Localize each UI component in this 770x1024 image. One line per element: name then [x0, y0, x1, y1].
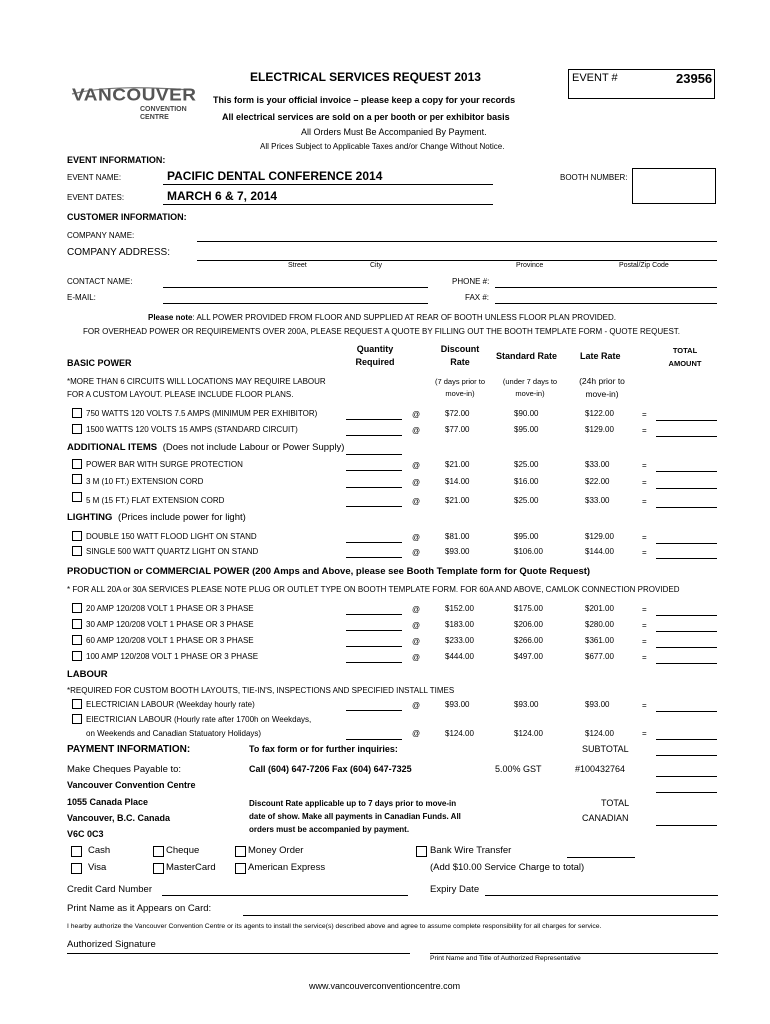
discount-note1: Discount Rate applicable up to 7 days prior to move-in — [249, 799, 457, 808]
phone-field[interactable] — [495, 287, 717, 288]
visa-checkbox[interactable] — [71, 863, 82, 874]
header-line2: All electrical services are sold on a per booth or per exhibitor basis — [222, 112, 510, 122]
fax-heading: To fax form or for further inquiries: — [249, 744, 398, 754]
booth-number-label: BOOTH NUMBER: — [560, 173, 628, 182]
extension-3m-total-field[interactable] — [656, 488, 717, 489]
company-name-label: COMPANY NAME: — [67, 231, 135, 240]
disc-sub-1: (7 days prior to — [434, 377, 486, 386]
cc-number-field[interactable] — [162, 895, 408, 896]
additional-heading-line — [67, 442, 344, 453]
labour-weekday-late-rate: $93.00 — [585, 700, 610, 709]
extension-5m-qty-field[interactable] — [346, 506, 402, 507]
company-name-field[interactable] — [197, 241, 717, 242]
website-link[interactable]: www.vancouverconventioncentre.com — [309, 981, 461, 991]
power-60a-late-rate: $361.00 — [585, 636, 614, 645]
extension-5m-equals: = — [642, 497, 647, 506]
basic-power-heading: BASIC POWER — [67, 358, 132, 368]
basic-power-1500w-late-rate: $129.00 — [585, 425, 614, 434]
basic-power-1500w-checkbox[interactable] — [72, 424, 82, 434]
power-30a-qty-field[interactable] — [346, 630, 402, 631]
labour-after-hours-eq: = — [642, 729, 647, 738]
labour-after-hours-std: $124.00 — [514, 729, 543, 738]
wire-note: (Add $10.00 Service Charge to total) — [430, 862, 585, 873]
flood-light-discount-rate: $81.00 — [445, 532, 470, 541]
col-discount-2: Rate — [450, 357, 470, 367]
labour-weekday-checkbox[interactable] — [72, 699, 82, 709]
labour-weekday-standard-rate: $93.00 — [514, 700, 539, 709]
power-bar-total-field[interactable] — [656, 471, 717, 472]
power-30a-checkbox[interactable] — [72, 619, 82, 629]
power-30a-total-field[interactable] — [656, 631, 717, 632]
power-20a-late-rate: $201.00 — [585, 604, 614, 613]
call-fax-text: Call (604) 647-7206 Fax (604) 647-7325 — [249, 764, 412, 774]
company-address-label: COMPANY ADDRESS: — [67, 247, 170, 258]
postal-label: Postal/Zip Code — [619, 262, 669, 269]
labour-weekday-at: @ — [412, 701, 421, 710]
payment-heading: PAYMENT INFORMATION: — [67, 744, 191, 755]
labour-after-hours-label1: EIECTRICIAN LABOUR (Hourly rate after 1700h on Weekdays, — [86, 715, 312, 724]
power-30a-label: 30 AMP 120/208 VOLT 1 PHASE OR 3 PHASE — [86, 620, 254, 629]
labour-after-hours-at: @ — [412, 729, 421, 738]
labour-weekday-equals: = — [642, 701, 647, 710]
power-100a-discount-rate: $444.00 — [445, 652, 474, 661]
logo — [70, 82, 197, 122]
print-title-label: Print Name and Title of Authorized Representative — [430, 955, 581, 962]
cash-checkbox[interactable] — [71, 846, 82, 857]
power-60a-total-field[interactable] — [656, 647, 717, 648]
basic-power-1500w-label: 1500 WATTS 120 VOLTS 15 AMPS (STANDARD CIRCUIT) — [86, 425, 298, 434]
fax-label: FAX #: — [465, 293, 490, 302]
col-total-1: TOTAL — [672, 346, 698, 355]
power-100a-late-rate: $677.00 — [585, 652, 614, 661]
quartz-light-total-field[interactable] — [656, 558, 717, 559]
labour-weekday-total-field[interactable] — [656, 711, 717, 712]
power-60a-equals: = — [642, 637, 647, 646]
extension-3m-label: 3 M (10 FT.) EXTENSION CORD — [86, 477, 204, 486]
flood-light-standard-rate: $95.00 — [514, 532, 539, 541]
payable-label: Make Cheques Payable to: — [67, 764, 182, 775]
gst-number: #100432764 — [575, 764, 626, 774]
contact-name-label: CONTACT NAME: — [67, 277, 133, 286]
power-60a-standard-rate: $266.00 — [514, 636, 543, 645]
bank-wire-checkbox[interactable] — [416, 846, 427, 857]
email-label: E-MAIL: — [67, 293, 96, 302]
mastercard-label: MasterCard — [166, 862, 216, 873]
booth-number-field[interactable] — [632, 168, 716, 204]
labour-weekday-qty-field[interactable] — [346, 710, 402, 711]
cc-number-label: Credit Card Number — [67, 884, 152, 895]
power-100a-qty-field[interactable] — [346, 662, 402, 663]
quartz-light-equals: = — [642, 548, 647, 557]
contact-name-field[interactable] — [163, 287, 428, 288]
mastercard-checkbox[interactable] — [153, 863, 164, 874]
signature-label: Authorized Signature — [67, 939, 156, 950]
flood-light-late-rate: $129.00 — [585, 532, 614, 541]
extension-3m-late-rate: $22.00 — [585, 477, 610, 486]
production-heading: PRODUCTION or COMMERCIAL POWER (200 Amps and Above, please see Booth Template form for Quote Request) — [67, 566, 591, 577]
extension-3m-equals: = — [642, 478, 647, 487]
basic-power-750w-standard-rate: $90.00 — [514, 409, 539, 418]
std-sub-1: (under 7 days to — [502, 377, 558, 386]
power-bar-at: @ — [412, 461, 421, 470]
power-30a-late-rate: $280.00 — [585, 620, 614, 629]
payee-line3: Vancouver, B.C. Canada — [67, 813, 171, 823]
power-bar-late-rate: $33.00 — [585, 460, 610, 469]
late-sub — [570, 375, 634, 401]
late-sub-2: move-in) — [585, 389, 619, 399]
disc-sub — [428, 376, 492, 400]
event-number-value: 23956 — [676, 71, 713, 86]
col-late: Late Rate — [580, 351, 621, 361]
gst-label: 5.00% GST — [495, 764, 542, 774]
logo-brand: VANCOUVER — [72, 86, 197, 105]
payee-line1: Vancouver Convention Centre — [67, 780, 196, 790]
late-sub-1: (24h prior to — [579, 376, 625, 386]
power-bar-label: POWER BAR WITH SURGE PROTECTION — [86, 460, 243, 469]
event-name-value[interactable]: PACIFIC DENTAL CONFERENCE 2014 — [167, 169, 383, 183]
extension-5m-late-rate: $33.00 — [585, 496, 610, 505]
flood-light-checkbox[interactable] — [72, 531, 82, 541]
basic-power-1500w-discount-rate: $77.00 — [445, 425, 470, 434]
labour-heading: LABOUR — [67, 669, 108, 680]
representative-field[interactable] — [430, 953, 718, 954]
event-name-label: EVENT NAME: — [67, 173, 122, 182]
col-total — [660, 344, 710, 370]
bank-wire-label: Bank Wire Transfer — [430, 845, 512, 856]
extension-3m-discount-rate: $14.00 — [445, 477, 470, 486]
quartz-light-at: @ — [412, 548, 421, 557]
province-label: Province — [516, 262, 544, 269]
labour-weekday-label: ELECTRICIAN LABOUR (Weekday hourly rate) — [86, 700, 255, 709]
basic-power-1500w-standard-rate: $95.00 — [514, 425, 539, 434]
col-quantity-2: Required — [355, 357, 395, 367]
header-line1: This form is your official invoice – please keep a copy for your records — [213, 95, 516, 105]
power-100a-at: @ — [412, 653, 421, 662]
power-60a-label: 60 AMP 120/208 VOLT 1 PHASE OR 3 PHASE — [86, 636, 254, 645]
payee-line2: 1055 Canada Place — [67, 797, 149, 807]
col-standard: Standard Rate — [496, 351, 558, 361]
std-sub — [498, 376, 562, 400]
power-bar-equals: = — [642, 461, 647, 470]
additional-heading: ADDITIONAL ITEMS — [67, 442, 158, 453]
basic-power-1500w-at: @ — [412, 426, 421, 435]
cheque-checkbox[interactable] — [153, 846, 164, 857]
event-dates-value[interactable]: MARCH 6 & 7, 2014 — [167, 189, 278, 203]
power-20a-checkbox[interactable] — [72, 603, 82, 613]
extension-5m-discount-rate: $21.00 — [445, 496, 470, 505]
subtotal-label: SUBTOTAL — [582, 744, 629, 754]
col-total-2: AMOUNT — [668, 359, 702, 368]
discount-note3: orders must be accompanied by payment. — [249, 825, 410, 834]
power-100a-equals: = — [642, 653, 647, 662]
extension-3m-qty-field[interactable] — [346, 487, 402, 488]
power-20a-at: @ — [412, 605, 421, 614]
lighting-sub: (Prices include power for light) — [118, 512, 246, 523]
quartz-light-late-rate: $144.00 — [585, 547, 614, 556]
logo-sub1: CONVENTION — [140, 106, 187, 113]
quartz-light-label: SINGLE 500 WATT QUARTZ LIGHT ON STAND — [86, 547, 259, 556]
event-dates-label: EVENT DATES: — [67, 193, 125, 202]
city-label: City — [370, 262, 383, 269]
email-field[interactable] — [163, 303, 428, 304]
basic-power-1500w-equals: = — [642, 426, 647, 435]
note-text: : ALL POWER PROVIDED FROM FLOOR AND SUPPLIED AT REAR OF BOOTH UNLESS FLOOR PLAN PROVIDED. — [192, 313, 616, 322]
note-line1 — [148, 313, 616, 322]
signature-field[interactable] — [67, 953, 410, 954]
labour-after-hours-checkbox[interactable] — [72, 714, 82, 724]
basic-power-1500w-total-field[interactable] — [656, 436, 717, 437]
header-line4: All Prices Subject to Applicable Taxes and/or Change Without Notice. — [260, 142, 505, 151]
basic-power-750w-late-rate: $122.00 — [585, 409, 614, 418]
authorize-text: I hearby authorize the Vancouver Convention Centre or its agents to install the service(s) described above and agree to assume complete responsibility for all charges for service. — [67, 923, 602, 930]
power-60a-discount-rate: $233.00 — [445, 636, 474, 645]
power-30a-equals: = — [642, 621, 647, 630]
cash-label: Cash — [88, 845, 111, 856]
power-20a-standard-rate: $175.00 — [514, 604, 543, 613]
print-name-label: Print Name as it Appears on Card: — [67, 903, 212, 914]
cheque-label: Cheque — [166, 845, 200, 856]
extension-5m-label: 5 M (15 FT.) FLAT EXTENSION CORD — [86, 496, 225, 505]
discount-note2: date of show. Make all payments in Canadian Funds. All — [249, 812, 461, 821]
basic-power-750w-at: @ — [412, 410, 421, 419]
amex-checkbox[interactable] — [235, 863, 246, 874]
labour-after-hours-total[interactable] — [656, 739, 717, 740]
basic-power-750w-label: 750 WATTS 120 VOLTS 7.5 AMPS (MINIMUM PER EXHIBITOR) — [86, 409, 318, 418]
power-100a-total-field[interactable] — [656, 663, 717, 664]
power-bar-checkbox[interactable] — [72, 459, 82, 469]
gst-field[interactable] — [656, 776, 717, 777]
quartz-light-discount-rate: $93.00 — [445, 547, 470, 556]
power-30a-discount-rate: $183.00 — [445, 620, 474, 629]
extension-5m-checkbox[interactable] — [72, 492, 82, 502]
total-field[interactable] — [656, 825, 717, 826]
quartz-light-checkbox[interactable] — [72, 546, 82, 556]
power-100a-checkbox[interactable] — [72, 651, 82, 661]
subtotal-field[interactable] — [656, 755, 717, 756]
extension-5m-at: @ — [412, 497, 421, 506]
money-order-label: Money Order — [248, 845, 304, 856]
extension-5m-total-field[interactable] — [656, 507, 717, 508]
lighting-heading: LIGHTING — [67, 512, 113, 523]
disc-sub-2: move-in) — [445, 389, 475, 398]
power-100a-standard-rate: $497.00 — [514, 652, 543, 661]
note-label: Please note — [148, 313, 193, 322]
col-discount-1: Discount — [440, 344, 480, 354]
extension-3m-checkbox[interactable] — [72, 474, 82, 484]
total-label2: CANADIAN — [582, 813, 629, 823]
quartz-light-qty-field[interactable] — [346, 557, 402, 558]
lighting-heading-line — [67, 512, 246, 523]
power-60a-at: @ — [412, 637, 421, 646]
power-bar-standard-rate: $25.00 — [514, 460, 539, 469]
col-quantity-1: Quantity — [356, 344, 394, 354]
phone-label: PHONE #: — [452, 277, 490, 286]
extension-3m-at: @ — [412, 478, 421, 487]
extension-5m-standard-rate: $25.00 — [514, 496, 539, 505]
labour-weekday-discount-rate: $93.00 — [445, 700, 470, 709]
power-30a-at: @ — [412, 621, 421, 630]
total-label1: TOTAL — [601, 798, 630, 808]
logo-sub2: CENTRE — [140, 114, 169, 121]
basic-power-note2: FOR A CUSTOM LAYOUT. PLEASE INCLUDE FLOOR PLANS. — [67, 390, 294, 399]
basic-power-750w-checkbox[interactable] — [72, 408, 82, 418]
flood-light-label: DOUBLE 150 WATT FLOOD LIGHT ON STAND — [86, 532, 257, 541]
col-quantity — [345, 343, 405, 369]
flood-light-total-field[interactable] — [656, 543, 717, 544]
flood-light-qty-field[interactable] — [346, 542, 402, 543]
labour-after-hours-disc: $124.00 — [445, 729, 474, 738]
company-address-field[interactable] — [197, 260, 717, 261]
payee-line4: V6C 0C3 — [67, 829, 104, 839]
labour-after-hours-label2: on Weekends and Canadian Statuatory Holidays) — [86, 729, 262, 738]
production-note: * FOR ALL 20A or 30A SERVICES PLEASE NOTE PLUG OR OUTLET TYPE ON BOOTH TEMPLATE FORM. FOR 60A AND ABOVE, CAMLOK CONNECTION PROVIDED — [67, 585, 680, 594]
expiry-label: Expiry Date — [430, 884, 480, 895]
basic-power-1500w-qty-field[interactable] — [346, 435, 402, 436]
power-100a-label: 100 AMP 120/208 VOLT 1 PHASE OR 3 PHASE — [86, 652, 259, 661]
col-discount — [430, 343, 490, 369]
customer-info-heading: CUSTOMER INFORMATION: — [67, 212, 187, 222]
power-bar-discount-rate: $21.00 — [445, 460, 470, 469]
basic-power-note1: *MORE THAN 6 CIRCUITS WILL LOCATIONS MAY REQUIRE LABOUR — [67, 377, 326, 386]
power-60a-qty-field[interactable] — [346, 646, 402, 647]
labour-after-hours-late: $124.00 — [585, 729, 614, 738]
power-20a-label: 20 AMP 120/208 VOLT 1 PHASE OR 3 PHASE — [86, 604, 254, 613]
power-30a-standard-rate: $206.00 — [514, 620, 543, 629]
quartz-light-standard-rate: $106.00 — [514, 547, 543, 556]
basic-power-750w-total-field[interactable] — [656, 420, 717, 421]
visa-label: Visa — [88, 862, 107, 873]
expiry-field[interactable] — [485, 895, 718, 896]
extension-3m-standard-rate: $16.00 — [514, 477, 539, 486]
street-label: Street — [288, 262, 307, 269]
power-20a-discount-rate: $152.00 — [445, 604, 474, 613]
note-line2: FOR OVERHEAD POWER OR REQUIREMENTS OVER 200A, PLEASE REQUEST A QUOTE BY FILLING OUT THE BOOTH TEMPLATE FORM - QUOTE REQUEST. — [83, 327, 681, 336]
labour-note: *REQUIRED FOR CUSTOM BOOTH LAYOUTS, TIE-IN'S, INSPECTIONS AND SPECIFIED INSTALL TIMES — [67, 686, 455, 695]
power-bar-qty-field[interactable] — [346, 470, 402, 471]
basic-power-750w-qty-field[interactable] — [346, 419, 402, 420]
std-sub-2: move-in) — [515, 389, 545, 398]
power-60a-checkbox[interactable] — [72, 635, 82, 645]
power-20a-total-field[interactable] — [656, 615, 717, 616]
form-title: ELECTRICAL SERVICES REQUEST 2013 — [250, 70, 481, 84]
basic-power-750w-discount-rate: $72.00 — [445, 409, 470, 418]
header-line3: All Orders Must Be Accompanied By Payment. — [301, 127, 487, 137]
event-info-heading: EVENT INFORMATION: — [67, 155, 166, 165]
fax-field[interactable] — [495, 303, 717, 304]
power-20a-qty-field[interactable] — [346, 614, 402, 615]
labour-after-hours-qty[interactable] — [346, 739, 402, 740]
amex-label: American Express — [248, 862, 326, 873]
event-number-label: EVENT # — [572, 72, 618, 84]
additional-sub: (Does not include Labour or Power Supply) — [162, 442, 345, 453]
power-20a-equals: = — [642, 605, 647, 614]
print-name-field[interactable] — [243, 915, 718, 916]
money-order-checkbox[interactable] — [235, 846, 246, 857]
basic-power-750w-equals: = — [642, 410, 647, 419]
flood-light-equals: = — [642, 533, 647, 542]
flood-light-at: @ — [412, 533, 421, 542]
